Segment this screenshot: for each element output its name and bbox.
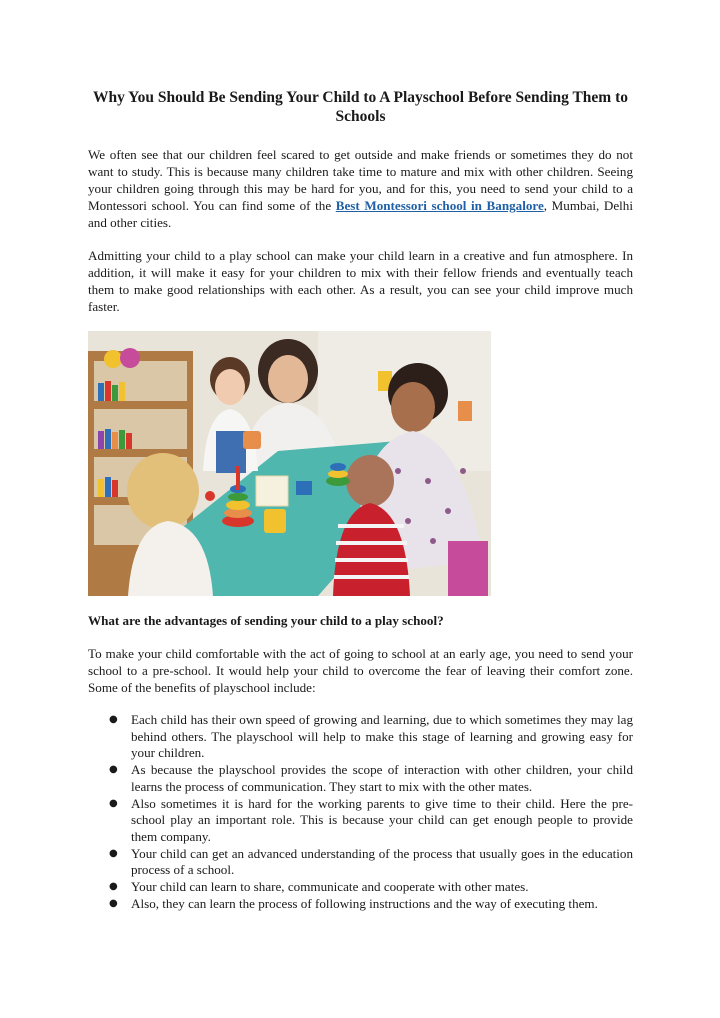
teacher-face	[268, 355, 308, 403]
document-page	[88, 88, 633, 912]
boy-hair	[346, 455, 394, 507]
shelf-toy	[120, 348, 140, 368]
list-item	[88, 796, 633, 846]
benefits-list	[88, 712, 633, 912]
list-item	[88, 712, 633, 762]
intro-text-end: , Mumbai, Delhi and other cities.	[88, 198, 633, 230]
list-item	[88, 846, 633, 879]
wall-art	[458, 401, 472, 421]
intro-paragraph	[88, 146, 633, 231]
bullet-icon: ●	[109, 847, 118, 859]
benefits-intro-paragraph: To make your child comfortable with the act of going to school at an early age, you need to send your school to a pre-school. It would help your child to overcome the fear of leaving their comfort zone. Some of the benefits of playschool include:	[88, 646, 633, 695]
shelf-toy	[104, 350, 122, 368]
bullet-icon: ●	[109, 797, 118, 809]
document-title: Why You Should Be Sending Your Child to A Playschool Before Sending Them to Schools	[92, 89, 629, 125]
bullet-icon: ●	[109, 764, 118, 776]
list-item-text: Your child can get an advanced understanding of the process that usually goes in the education process of a school.	[131, 845, 633, 878]
intro-text: We often see that our children feel scared to get outside and make friends or sometimes they do not want to study. This is because many children take time to mature and mix with other children. Seeing your children going through this may be hard for you, and for this, you need to send your child to a Montessori school. You can find some of the	[88, 147, 633, 213]
chair	[448, 541, 488, 596]
list-item-text: Your child can learn to share, communicate and cooperate with other mates.	[131, 879, 529, 895]
list-item	[88, 762, 633, 795]
bullet-icon: ●	[109, 714, 118, 725]
bullet-icon: ●	[109, 897, 118, 909]
toy-cup	[243, 431, 261, 449]
section-heading: What are the advantages of sending your child to a play school?	[88, 613, 444, 628]
list-item-text: As because the playschool provides the scope of interaction with other children, your child learns the process of communication. They start to mix with the other mates.	[131, 762, 633, 794]
toy-ball	[205, 491, 215, 501]
list-item	[88, 896, 633, 913]
toy-cup	[264, 509, 286, 533]
list-item-text: Also, they can learn the process of following instructions and the way of executing them.	[131, 895, 598, 911]
classroom-photo	[88, 331, 491, 596]
list-item-text: Also sometimes it is hard for the working parents to give time to their child. Here the pre-school play an important role. This is because your child can get enough people to provide them company.	[131, 795, 633, 844]
bullet-icon: ●	[109, 881, 118, 893]
playschool-paragraph: Admitting your child to a play school can make your child learn in a creative and fun atmosphere. In addition, it will make it easy for your children to mix with their fellow friends and eventually teach them to make good relationships with each other. As a result, you can see your child improve much faster.	[88, 248, 633, 314]
list-item-text: Each child has their own speed of growing and learning, due to which sometimes they may lag behind others. The playschool will help to make this stage of learning and growing easy for your children.	[131, 712, 633, 761]
montessori-school-link[interactable]: Best Montessori school in Bangalore	[335, 198, 544, 213]
toy-block	[256, 476, 288, 506]
list-item	[88, 879, 633, 896]
teacher-right-face	[391, 382, 435, 432]
toy-block	[296, 481, 312, 495]
blonde-girl-hair	[127, 453, 199, 529]
girl-face	[215, 369, 245, 405]
girl-overalls	[216, 431, 246, 473]
